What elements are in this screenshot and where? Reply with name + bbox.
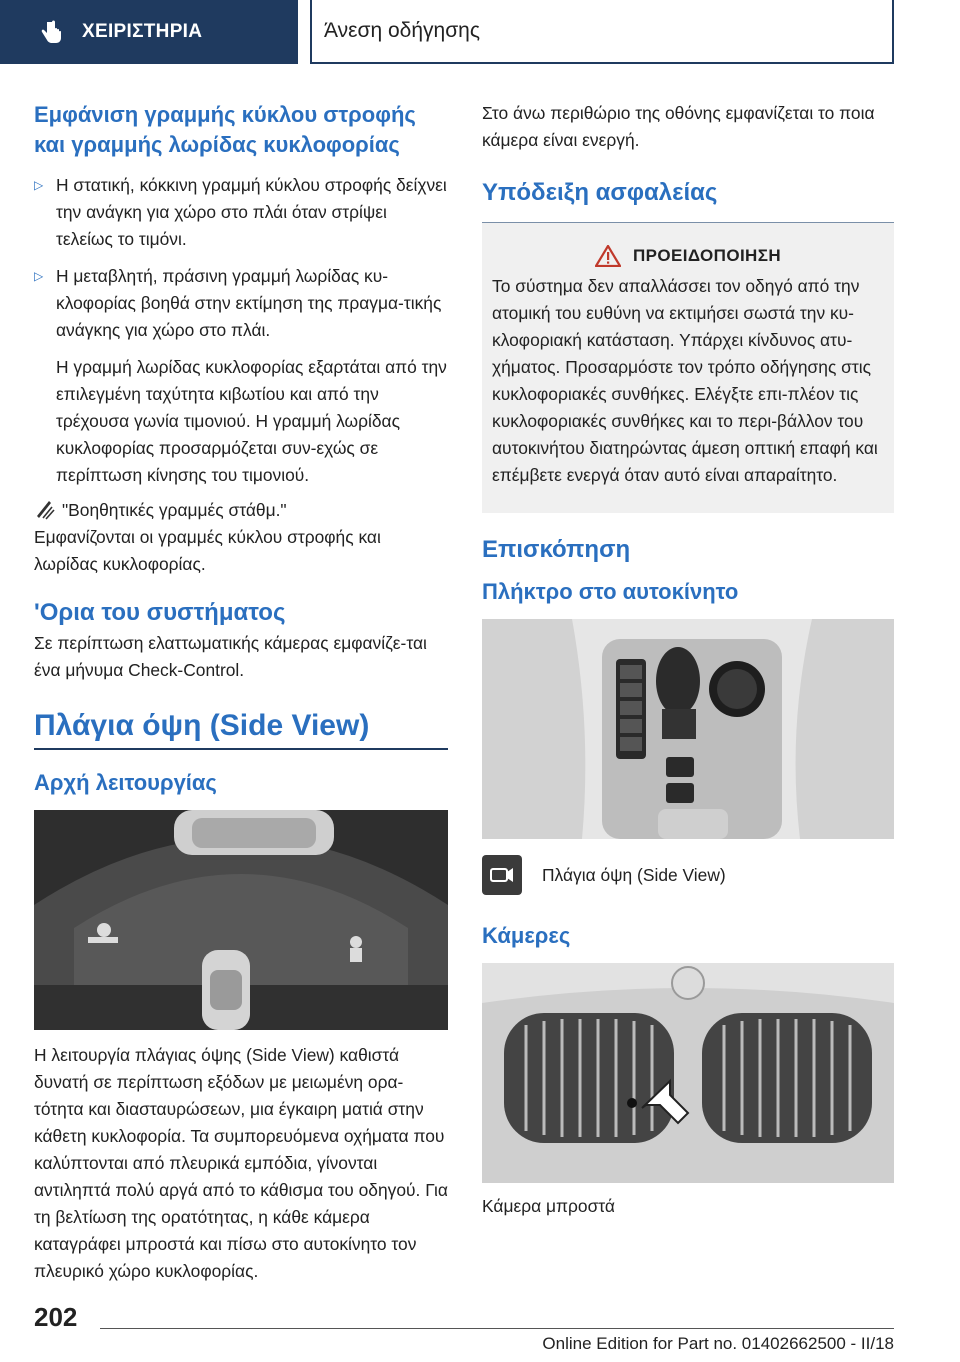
principle-text: Η λειτουργία πλάγιας όψης (Side View) καθιστά δυνατή σε περίπτωση εξόδων με μειωμένη ορα-τότητα και διασταυρώσεων, μια έγκαιρη ματιά στην κάθετη κυκλοφορία. Τα συμπορευόμενα οχήματα που καλύπτονται από πλευρικά εμπόδια, γίνονται αντιληπτά πολύ αργά από το κάθισμα του οδηγού. Για τη βελτίωση της ορατότητας, η κάθε κάμερα καταγράφει μπροστά και πίσω στο αυτοκίνητο τον πλευρικό χώρο κυκλοφορίας. bbox=[34, 1045, 448, 1281]
warning-title: ΠΡΟΕΙΔΟΠΟΙΗΣΗ bbox=[632, 246, 782, 265]
front-camera-photo bbox=[482, 963, 894, 1183]
warning-header bbox=[492, 245, 884, 267]
chapter-header bbox=[310, 0, 894, 64]
menu-item-line: "Βοηθητικές γραμμές στάθμ." bbox=[34, 497, 448, 524]
chapter-title: Άνεση οδήγησης bbox=[324, 19, 480, 42]
stylus-touch-icon bbox=[34, 497, 56, 521]
side-view-illustration bbox=[34, 810, 448, 1030]
warning-box bbox=[482, 223, 894, 513]
heading-side-view: Πλάγια όψη (Side View) bbox=[34, 709, 370, 742]
menu-description: Εμφανίζονται οι γραμμές κύκλου στροφής και λωρίδας κυκλοφορίας. bbox=[34, 527, 381, 574]
footer-edition: Online Edition for Part no. 01402662500 - II/18 bbox=[542, 1334, 894, 1353]
bullet-continuation: Η γραμμή λωρίδας κυκλοφορίας εξαρτάται από την επιλεγμένη ταχύτητα κιβωτίου και από την τρέχουσα γωνία τιμονιού. Η γραμμή λωρίδας κυκλοφορίας προσαρμόζεται συν-εχώς σε περίπτωση κίνησης του τιμονιού. bbox=[56, 357, 447, 485]
right-column bbox=[482, 100, 894, 1220]
warning-text: Το σύστημα δεν απαλλάσσει τον οδηγό από την ατομική του ευθύνη να εκτιμήσει σωστά την κυ-κλοφοριακή κατάσταση. Υπάρχει κίνδυνος ατυ-χήματος. Προσαρμόστε τον τρόπο οδήγησης στις κυκλοφοριακές συνθήκες. Ελέγξτε επι-πλέον τις κυκλοφοριακές συνθήκες και το περι-βάλλον του αυτοκινήτου διατηρώντας άμεση οπτική επαφή και επέμβετε ενεργά όταν αυτό είναι απαραίτητο. bbox=[492, 276, 878, 485]
page-number: 202 bbox=[34, 1302, 78, 1332]
heading-lines: Εμφάνιση γραμμής κύκλου στροφής και γραμμής λωρίδας κυκλοφορίας bbox=[34, 102, 416, 157]
button-legend-label: Πλάγια όψη (Side View) bbox=[542, 864, 726, 885]
heading-button: Πλήκτρο στο αυτοκίνητο bbox=[482, 579, 739, 604]
footer-rule bbox=[100, 1328, 894, 1329]
limits-text: Σε περίπτωση ελαττωματικής κάμερας εμφανίζε-ται ένα μήνυμα Check-Control. bbox=[34, 633, 427, 680]
warning-triangle-icon bbox=[595, 245, 621, 267]
section-tab bbox=[0, 0, 298, 64]
triangle-bullet-icon: ▷ bbox=[34, 269, 44, 283]
heading-cameras: Κάμερες bbox=[482, 923, 571, 948]
section-title: ΧΕΙΡΙΣΤΗΡΙΑ bbox=[82, 21, 203, 42]
list-item: ▷ Η μεταβλητή, πράσινη γραμμή λωρίδας κυ-κλοφορίας βοηθά στην εκτίμηση της πραγμα-τικής ανάγκης για χώρο στο πλάι. bbox=[34, 263, 448, 344]
triangle-bullet-icon: ▷ bbox=[34, 178, 44, 192]
camera-caption: Κάμερα μπροστά bbox=[482, 1196, 615, 1216]
heading-principle: Αρχή λειτουργίας bbox=[34, 770, 217, 795]
left-column bbox=[34, 100, 448, 1285]
button-legend bbox=[482, 855, 894, 895]
heading-limits: 'Ορια του συστήματος bbox=[34, 599, 286, 626]
list-item: ▷ Η στατική, κόκκινη γραμμή κύκλου στροφής δείχνει την ανάγκη για χώρο στο πλάι όταν στρίψει τελείως το τιμόνι. bbox=[34, 172, 448, 253]
heading-overview: Επισκόπηση bbox=[482, 536, 631, 563]
intro-text: Στο άνω περιθώριο της οθόνης εμφανίζεται το ποια κάμερα είναι ενεργή. bbox=[482, 103, 875, 150]
console-button-photo bbox=[482, 619, 894, 839]
heading-safety: Υπόδειξη ασφαλείας bbox=[482, 179, 718, 206]
hand-pointer-icon bbox=[38, 19, 64, 45]
side-view-camera-icon bbox=[482, 855, 522, 895]
